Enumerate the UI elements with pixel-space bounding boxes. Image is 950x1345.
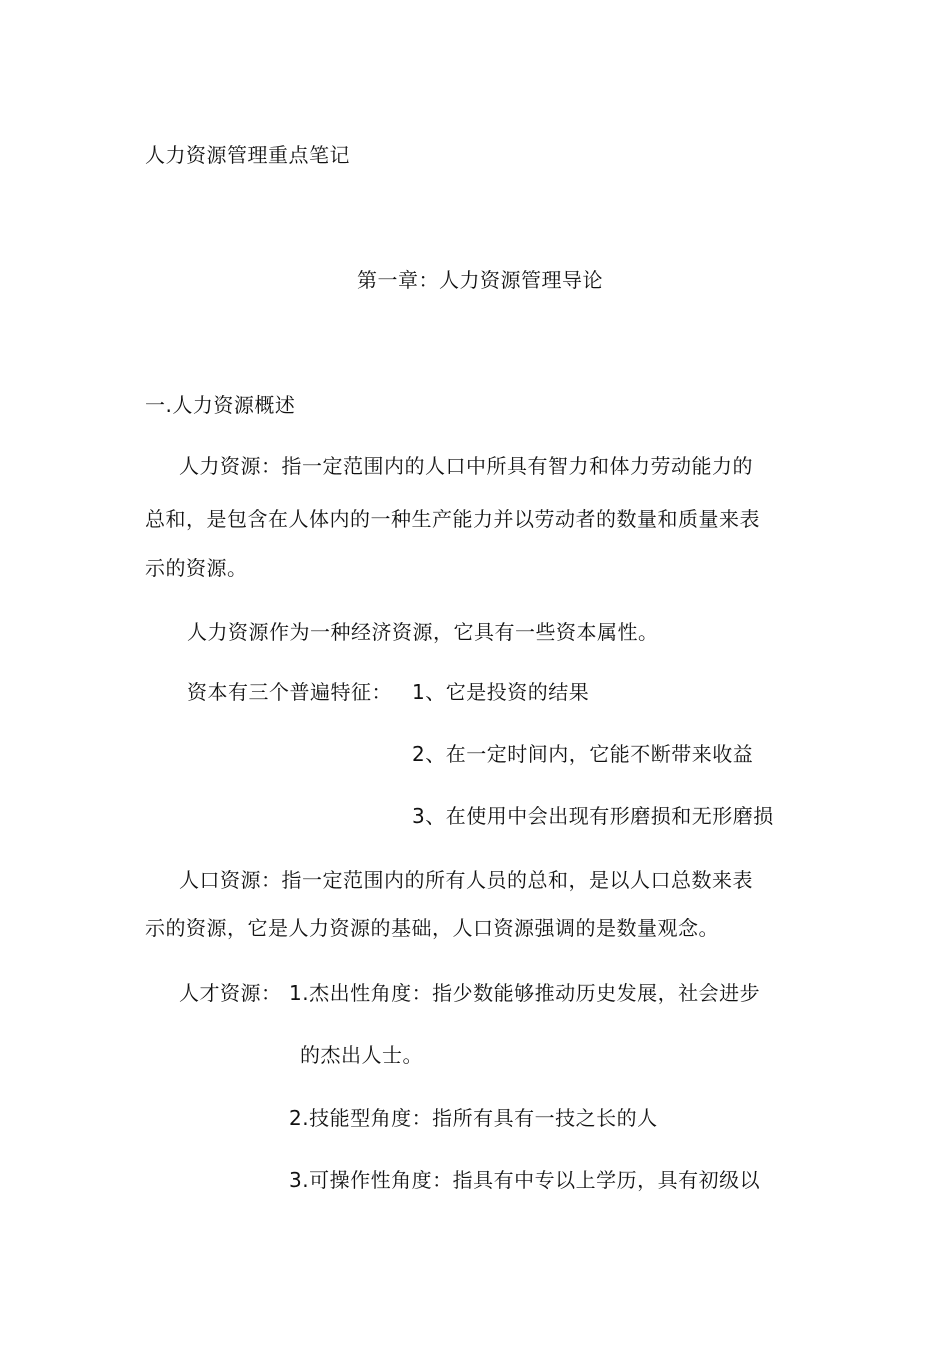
hr-definition-line-1: 人力资源：指一定范围内的人口中所具有智力和体力劳动能力的 [179,454,753,478]
capital-features-label: 资本有三个普遍特征： [187,680,392,704]
talent-resource-item-1-line-1: 1.杰出性角度：指少数能够推动历史发展，社会进步 [289,981,761,1005]
hr-definition-line-3: 示的资源。 [145,556,248,580]
capital-attribute-text: 人力资源作为一种经济资源，它具有一些资本属性。 [187,620,659,644]
population-resource-line-2: 示的资源，它是人力资源的基础，人口资源强调的是数量观念。 [145,916,719,940]
chapter-title: 第一章：人力资源管理导论 [357,268,603,292]
section-heading: 一.人力资源概述 [145,393,296,417]
talent-resource-item-2: 2.技能型角度：指所有具有一技之长的人 [289,1106,658,1130]
capital-feature-item-2: 2、在一定时间内，它能不断带来收益 [412,742,754,766]
talent-resource-label: 人才资源： [179,981,282,1005]
document-title: 人力资源管理重点笔记 [145,143,350,167]
talent-resource-item-1-line-2: 的杰出人士。 [300,1043,423,1067]
capital-feature-item-1: 1、它是投资的结果 [412,680,590,704]
capital-feature-item-3: 3、在使用中会出现有形磨损和无形磨损 [412,804,774,828]
population-resource-line-1: 人口资源：指一定范围内的所有人员的总和，是以人口总数来表 [179,868,753,892]
hr-definition-line-2: 总和，是包含在人体内的一种生产能力并以劳动者的数量和质量来表 [145,507,760,531]
talent-resource-item-3: 3.可操作性角度：指具有中专以上学历，具有初级以 [289,1168,761,1192]
